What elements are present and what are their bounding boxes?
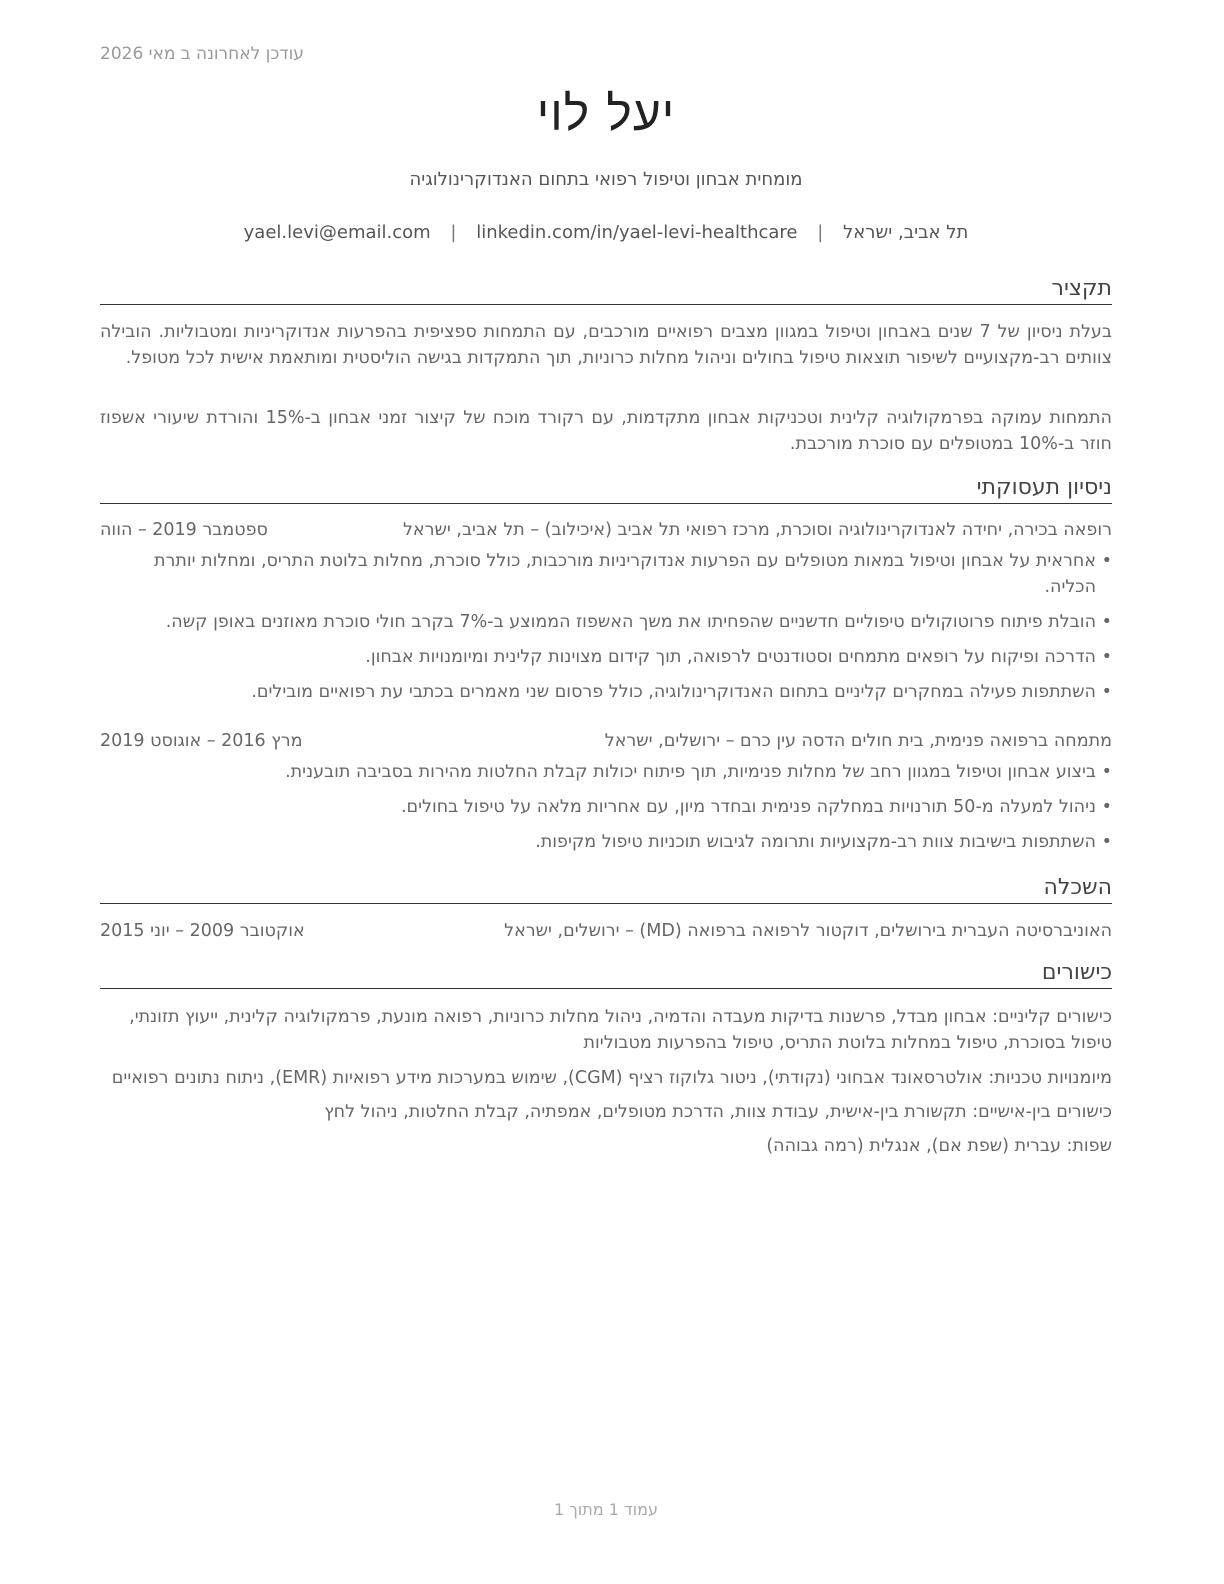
last-updated: עודכן לאחרונה ב מאי 2026 xyxy=(100,44,304,64)
email-link[interactable]: yael.levi@email.com xyxy=(243,222,431,243)
linkedin-link[interactable]: linkedin.com/in/yael-levi-healthcare xyxy=(476,222,798,243)
location: תל אביב, ישראל xyxy=(843,222,969,243)
job-title: רופאה בכירה, יחידה לאנדוקרינולוגיה וסוכרת, מרכז רפואי תל אביב (איכילוב) – תל אביב, ישראל xyxy=(402,520,1112,540)
skill-line: מיומנויות טכניות: אולטרסאונד אבחוני (נקודתי), ניטור גלוקוז רציף (CGM), שימוש במערכות מידע רפואיות (EMR), ניתוח נתונים רפואיים xyxy=(111,1068,1112,1088)
candidate-name: יעל לוי xyxy=(536,86,676,142)
job-header xyxy=(100,728,1112,754)
separator: | xyxy=(817,222,824,243)
list-item: • השתתפות בישיבות צוות רב-מקצועיות ותרומה לגיבוש תוכניות טיפול מקיפות. xyxy=(100,829,1112,855)
section-title-education: השכלה xyxy=(100,873,1112,904)
list-item: • הדרכה ופיקוח על רופאים מתמחים וסטודנטים לרפואה, תוך קידום מצוינות קלינית ומיומנויות אבחון. xyxy=(100,644,1112,670)
job-title: מתמחה ברפואה פנימית, בית חולים הדסה עין כרם – ירושלים, ישראל xyxy=(604,731,1112,751)
resume-page xyxy=(100,0,1112,1584)
list-item: • ביצוע אבחון וטיפול במגוון רחב של מחלות פנימיות, תוך פיתוח יכולות קבלת החלטות מהירות בסביבה תובענית. xyxy=(100,759,1112,785)
page-number: עמוד 1 מתוך 1 xyxy=(554,1500,658,1519)
job-bullets xyxy=(100,759,1112,864)
candidate-tagline: מומחית אבחון וטיפול רפואי בתחום האנדוקרינולוגיה xyxy=(409,169,803,190)
section-title-skills: כישורים xyxy=(100,958,1112,989)
skill-line: שפות: עברית (שפת אם), אנגלית (רמה גבוהה) xyxy=(766,1136,1112,1156)
list-item: • השתתפות פעילה במחקרים קליניים בתחום האנדוקרינולוגיה, כולל פרסום שני מאמרים בכתבי עת רפואיים מובילים. xyxy=(100,679,1112,705)
separator: | xyxy=(450,222,457,243)
list-item: • ניהול למעלה מ-50 תורנויות במחלקה פנימית ובחדר מיון, עם אחריות מלאה על טיפול בחולים. xyxy=(100,794,1112,820)
list-item: • הובלת פיתוח פרוטוקולים טיפוליים חדשניים שהפחיתו את משך האשפוז הממוצע ב-7% בקרב חולי סוכרת מאוזנים באופן קשה. xyxy=(100,609,1112,635)
skill-line: כישורים בין-אישיים: תקשורת בין-אישית, עבודת צוות, הדרכת מטופלים, אמפתיה, קבלת החלטות, ניהול לחץ xyxy=(324,1102,1112,1122)
contact-line xyxy=(100,222,1112,243)
list-item: • אחראית על אבחון וטיפול במאות מטופלים עם הפרעות אנדוקריניות מורכבות, כולל סוכרת, מחלות בלוטת התריס, ומחלות יותרת הכליה. xyxy=(100,548,1112,600)
job-bullets xyxy=(100,548,1112,714)
section-title-experience: ניסיון תעסוקתי xyxy=(100,473,1112,504)
summary-paragraph: התמחות עמוקה בפרמקולוגיה קלינית וטכניקות אבחון מתקדמות, עם רקורד מוכח של קיצור זמני אבחון ב-15% והורדת שיעורי אשפוז חוזר ב-10% במטופלים עם סוכרת מורכבת. xyxy=(100,408,1112,454)
education-dates: אוקטובר 2009 – יוני 2015 xyxy=(100,921,305,941)
job-header xyxy=(100,517,1112,543)
job-dates: ספטמבר 2019 – הווה xyxy=(100,520,268,540)
job-dates: מרץ 2016 – אוגוסט 2019 xyxy=(100,731,303,751)
section-title-summary: תקציר xyxy=(100,274,1112,305)
education-entry xyxy=(100,918,1112,944)
degree: האוניברסיטה העברית בירושלים, דוקטור לרפואה ברפואה (MD) – ירושלים, ישראל xyxy=(504,921,1112,941)
summary-paragraph: בעלת ניסיון של 7 שנים באבחון וטיפול במגוון מצבים רפואיים מורכבים, עם התמחות ספציפית בהפרעות אנדוקריניות ומטבוליות. הובילה צוותים רב-מקצועיים לשיפור תוצאות טיפול בחולים וניהול מחלות כרוניות, תוך התמקדות בגישה הוליסטית ומותאמת אישית לכל מטופל. xyxy=(100,322,1112,368)
skill-line: כישורים קליניים: אבחון מבדל, פרשנות בדיקות מעבדה והדמיה, ניהול מחלות כרוניות, רפואה מונעת, פרמקולוגיה קלינית, ייעוץ תזונתי, טיפול בסוכרת, טיפול במחלות בלוטת התריס, טיפול בהפרעות מטבוליות xyxy=(129,1007,1112,1053)
